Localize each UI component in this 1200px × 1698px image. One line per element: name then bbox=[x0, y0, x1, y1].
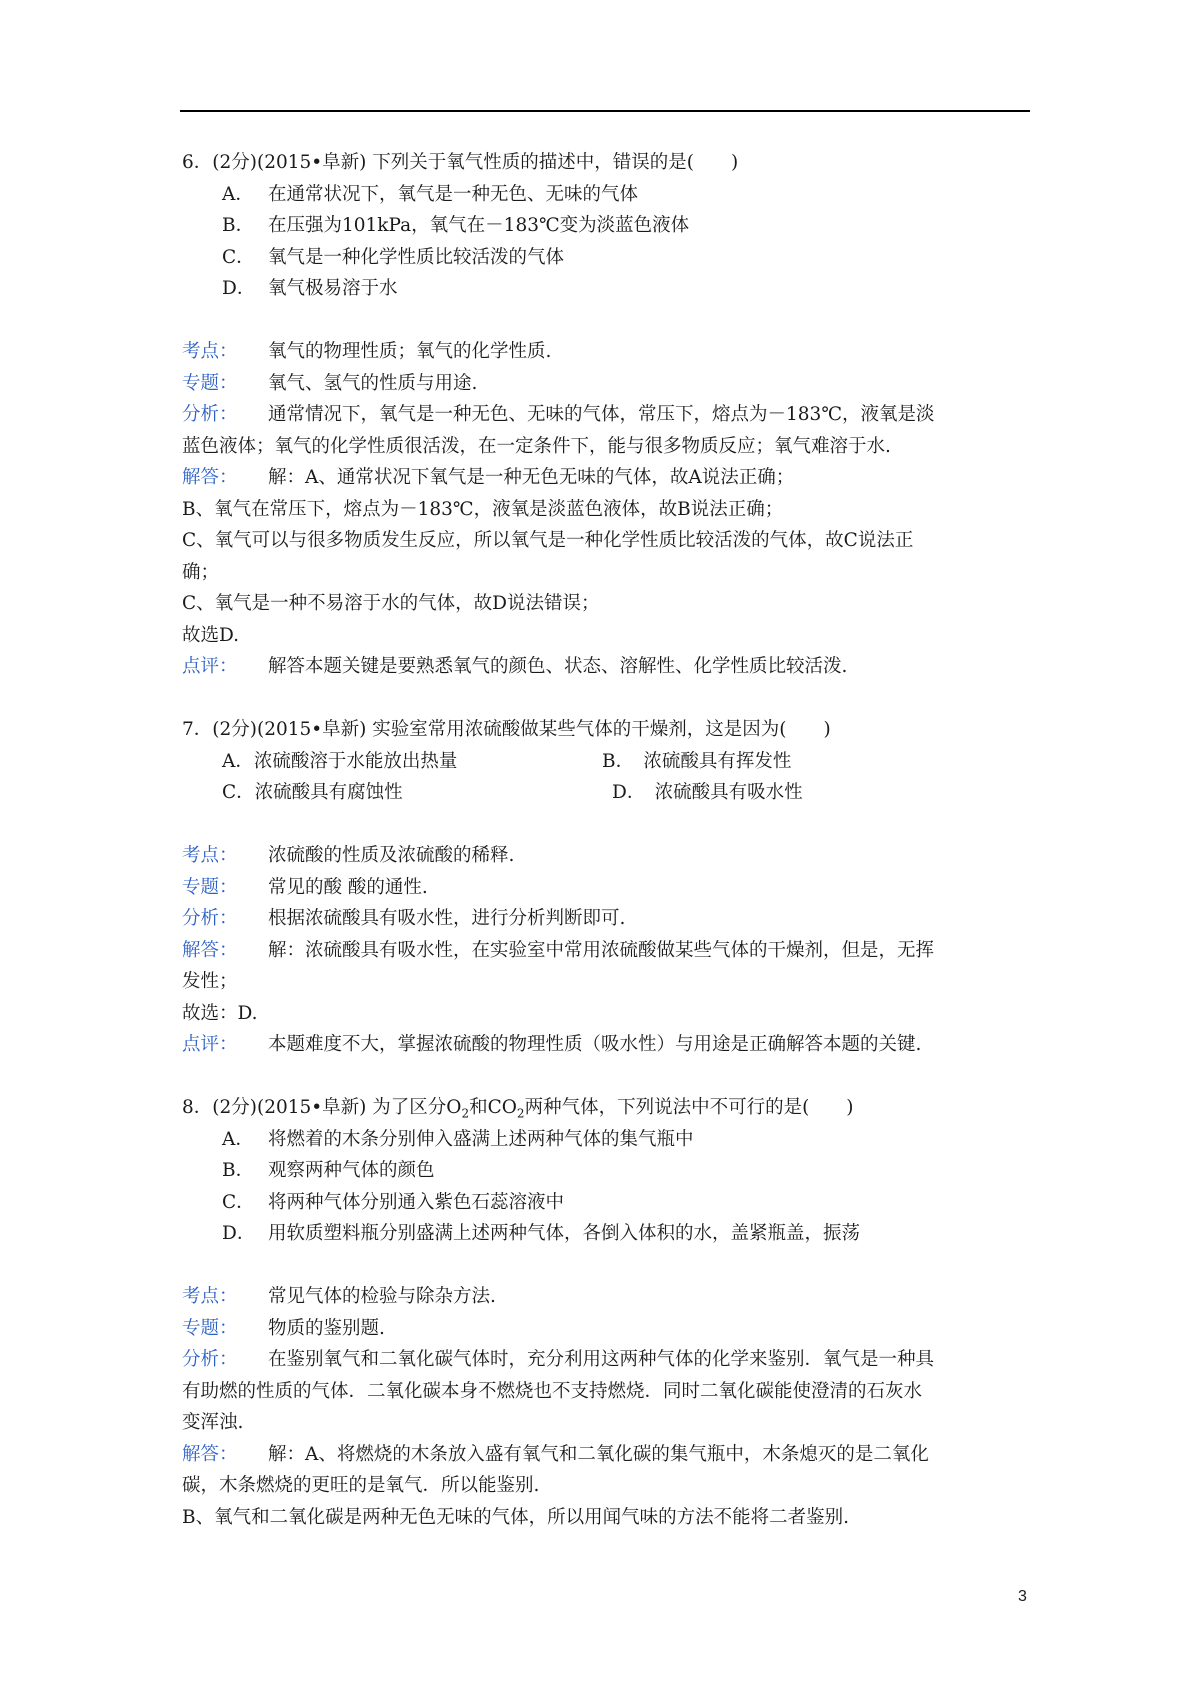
subscript: 2 bbox=[516, 1106, 525, 1121]
q7-option-d: D． 浓硫酸具有吸水性 bbox=[612, 782, 803, 803]
q8-jieda-line: B、氧气和二氧化碳是两种无色无味的气体，所以用闻气味的方法不能将二者鉴别. bbox=[182, 1506, 849, 1528]
document-body bbox=[182, 147, 1032, 1533]
fenxi-text: 在鉴别氧气和二氧化碳气体时，充分利用这两种气体的化学来鉴别．氧气是一种具 bbox=[268, 1349, 935, 1370]
q8-jieda bbox=[182, 1439, 1032, 1471]
dianping-label: 点评： bbox=[182, 656, 238, 677]
fenxi-text: 根据浓硫酸具有吸水性，进行分析判断即可. bbox=[268, 908, 626, 929]
q7-stem: 7．(2分)(2015•阜新) 实验室常用浓硫酸做某些气体的干燥剂，这是因为( ) bbox=[182, 719, 831, 740]
option-text: 氧气极易溶于水 bbox=[268, 278, 398, 299]
option-text: 观察两种气体的颜色 bbox=[268, 1160, 435, 1181]
q8-option-b bbox=[182, 1155, 1032, 1187]
option-letter: D． bbox=[222, 1223, 256, 1244]
option-letter: A． bbox=[222, 183, 254, 205]
fenxi-text: 通常情况下，氧气是一种无色、无味的气体，常压下，熔点为－183℃，液氧是淡 bbox=[268, 404, 935, 425]
dianping-label: 点评： bbox=[182, 1034, 238, 1055]
jieda-label: 解答： bbox=[182, 467, 238, 488]
q7-options-row-1 bbox=[182, 746, 1032, 778]
q6-option-d bbox=[182, 273, 1032, 305]
option-letter: B． bbox=[222, 215, 255, 236]
q6-option-b bbox=[182, 210, 1032, 242]
option-text: 氧气是一种化学性质比较活泼的气体 bbox=[268, 246, 565, 268]
option-letter: A． bbox=[222, 1128, 254, 1150]
q6-jieda-line: 确； bbox=[182, 561, 220, 583]
q8-option-a bbox=[182, 1124, 1032, 1156]
q7-option-c: C．浓硫酸具有腐蚀性 bbox=[222, 782, 403, 803]
kaodian-label: 考点： bbox=[182, 1286, 238, 1307]
q6-jieda-line: C、氧气是一种不易溶于水的气体，故D说法错误； bbox=[182, 593, 600, 614]
jieda-label: 解答： bbox=[182, 1443, 238, 1465]
option-letter: C． bbox=[222, 1191, 255, 1213]
q8-jieda-line: 碳，木条燃烧的更旺的是氧气．所以能鉴别. bbox=[182, 1475, 540, 1496]
zhuanti-text: 物质的鉴别题. bbox=[268, 1317, 385, 1339]
option-text: 在压强为101kPa，氧气在－183℃变为淡蓝色液体 bbox=[268, 215, 690, 236]
q7-dianping bbox=[182, 1029, 1032, 1061]
option-letter: C． bbox=[222, 246, 255, 268]
fenxi-label: 分析： bbox=[182, 1349, 238, 1370]
jieda-text: 解：浓硫酸具有吸水性，在实验室中常用浓硫酸做某些气体的干燥剂，但是，无挥 bbox=[268, 939, 935, 961]
q6-fenxi-cont: 蓝色液体；氧气的化学性质很活泼，在一定条件下，能与很多物质反应；氧气难溶于水. bbox=[182, 435, 891, 457]
header-rule bbox=[180, 110, 1030, 112]
page-number: 3 bbox=[1018, 1588, 1027, 1605]
q8-fenxi bbox=[182, 1344, 1032, 1376]
zhuanti-text: 氧气、氢气的性质与用途. bbox=[268, 372, 478, 394]
option-letter: B． bbox=[222, 1160, 255, 1181]
option-letter: D． bbox=[222, 278, 256, 299]
q7-jieda bbox=[182, 935, 1032, 967]
jieda-text: 解：A、将燃烧的木条放入盛有氧气和二氧化碳的集气瓶中，木条熄灭的是二氧化 bbox=[268, 1443, 929, 1465]
kaodian-label: 考点： bbox=[182, 341, 238, 362]
zhuanti-label: 专题： bbox=[182, 876, 238, 898]
q7-zhuanti bbox=[182, 872, 1032, 904]
dianping-text: 解答本题关键是要熟悉氧气的颜色、状态、溶解性、化学性质比较活泼. bbox=[268, 656, 848, 677]
option-text: 将燃着的木条分别伸入盛满上述两种气体的集气瓶中 bbox=[268, 1128, 694, 1150]
q6-option-a bbox=[182, 179, 1032, 211]
option-text: 用软质塑料瓶分别盛满上述两种气体，各倒入体积的水，盖紧瓶盖，振荡 bbox=[268, 1223, 861, 1244]
kaodian-text: 浓硫酸的性质及浓硫酸的稀释. bbox=[268, 845, 515, 866]
q6-dianping bbox=[182, 651, 1032, 683]
q8-stem-part: 和CO bbox=[469, 1097, 517, 1118]
q6-jieda-line: 故选D. bbox=[182, 624, 240, 646]
kaodian-text: 常见气体的检验与除杂方法. bbox=[268, 1286, 496, 1307]
q6-kaodian bbox=[182, 336, 1032, 368]
q8-option-c bbox=[182, 1187, 1032, 1219]
q6-stem: 6．(2分)(2015•阜新) 下列关于氧气性质的描述中，错误的是( ) bbox=[182, 152, 739, 173]
q8-option-d bbox=[182, 1218, 1032, 1250]
q7-options-row-2 bbox=[182, 777, 1032, 809]
q6-zhuanti bbox=[182, 368, 1032, 400]
dianping-text: 本题难度不大，掌握浓硫酸的物理性质（吸水性）与用途是正确解答本题的关键. bbox=[268, 1034, 922, 1055]
q7-option-b: B． 浓硫酸具有挥发性 bbox=[602, 750, 792, 772]
q6-jieda-line: C、氧气可以与很多物质发生反应，所以氧气是一种化学性质比较活泼的气体，故C说法正 bbox=[182, 530, 914, 551]
q6-jieda bbox=[182, 462, 1032, 494]
q8-stem bbox=[182, 1092, 1032, 1124]
q7-jieda-line: 故选：D. bbox=[182, 1002, 258, 1024]
q7-jieda-line: 发性； bbox=[182, 971, 238, 992]
zhuanti-label: 专题： bbox=[182, 372, 238, 394]
fenxi-label: 分析： bbox=[182, 908, 238, 929]
q8-zhuanti bbox=[182, 1313, 1032, 1345]
q8-stem-part: 两种气体，下列说法中不可行的是( ) bbox=[524, 1097, 854, 1118]
q8-fenxi-line: 有助燃的性质的气体．二氧化碳本身不燃烧也不支持燃烧．同时二氧化碳能使澄清的石灰水 bbox=[182, 1380, 923, 1402]
q8-fenxi-line: 变浑浊. bbox=[182, 1412, 244, 1433]
q7-option-a: A．浓硫酸溶于水能放出热量 bbox=[222, 750, 458, 772]
q7-fenxi bbox=[182, 903, 1032, 935]
jieda-text: 解：A、通常状况下氧气是一种无色无味的气体，故A说法正确； bbox=[268, 467, 795, 488]
q6-jieda-line: B、氧气在常压下，熔点为－183℃，液氧是淡蓝色液体，故B说法正确； bbox=[182, 498, 784, 520]
option-text: 在通常状况下，氧气是一种无色、无味的气体 bbox=[268, 183, 639, 205]
option-text: 将两种气体分别通入紫色石蕊溶液中 bbox=[268, 1191, 565, 1213]
q7-kaodian bbox=[182, 840, 1032, 872]
kaodian-text: 氧气的物理性质；氧气的化学性质. bbox=[268, 341, 552, 362]
jieda-label: 解答： bbox=[182, 939, 238, 961]
q6-fenxi bbox=[182, 399, 1032, 431]
zhuanti-label: 专题： bbox=[182, 1317, 238, 1339]
q8-stem-part: 8．(2分)(2015•阜新) 为了区分O bbox=[182, 1097, 462, 1118]
fenxi-label: 分析： bbox=[182, 404, 238, 425]
kaodian-label: 考点： bbox=[182, 845, 238, 866]
q8-kaodian bbox=[182, 1281, 1032, 1313]
zhuanti-text: 常见的酸 酸的通性. bbox=[268, 876, 428, 898]
q6-option-c bbox=[182, 242, 1032, 274]
subscript: 2 bbox=[461, 1106, 470, 1121]
